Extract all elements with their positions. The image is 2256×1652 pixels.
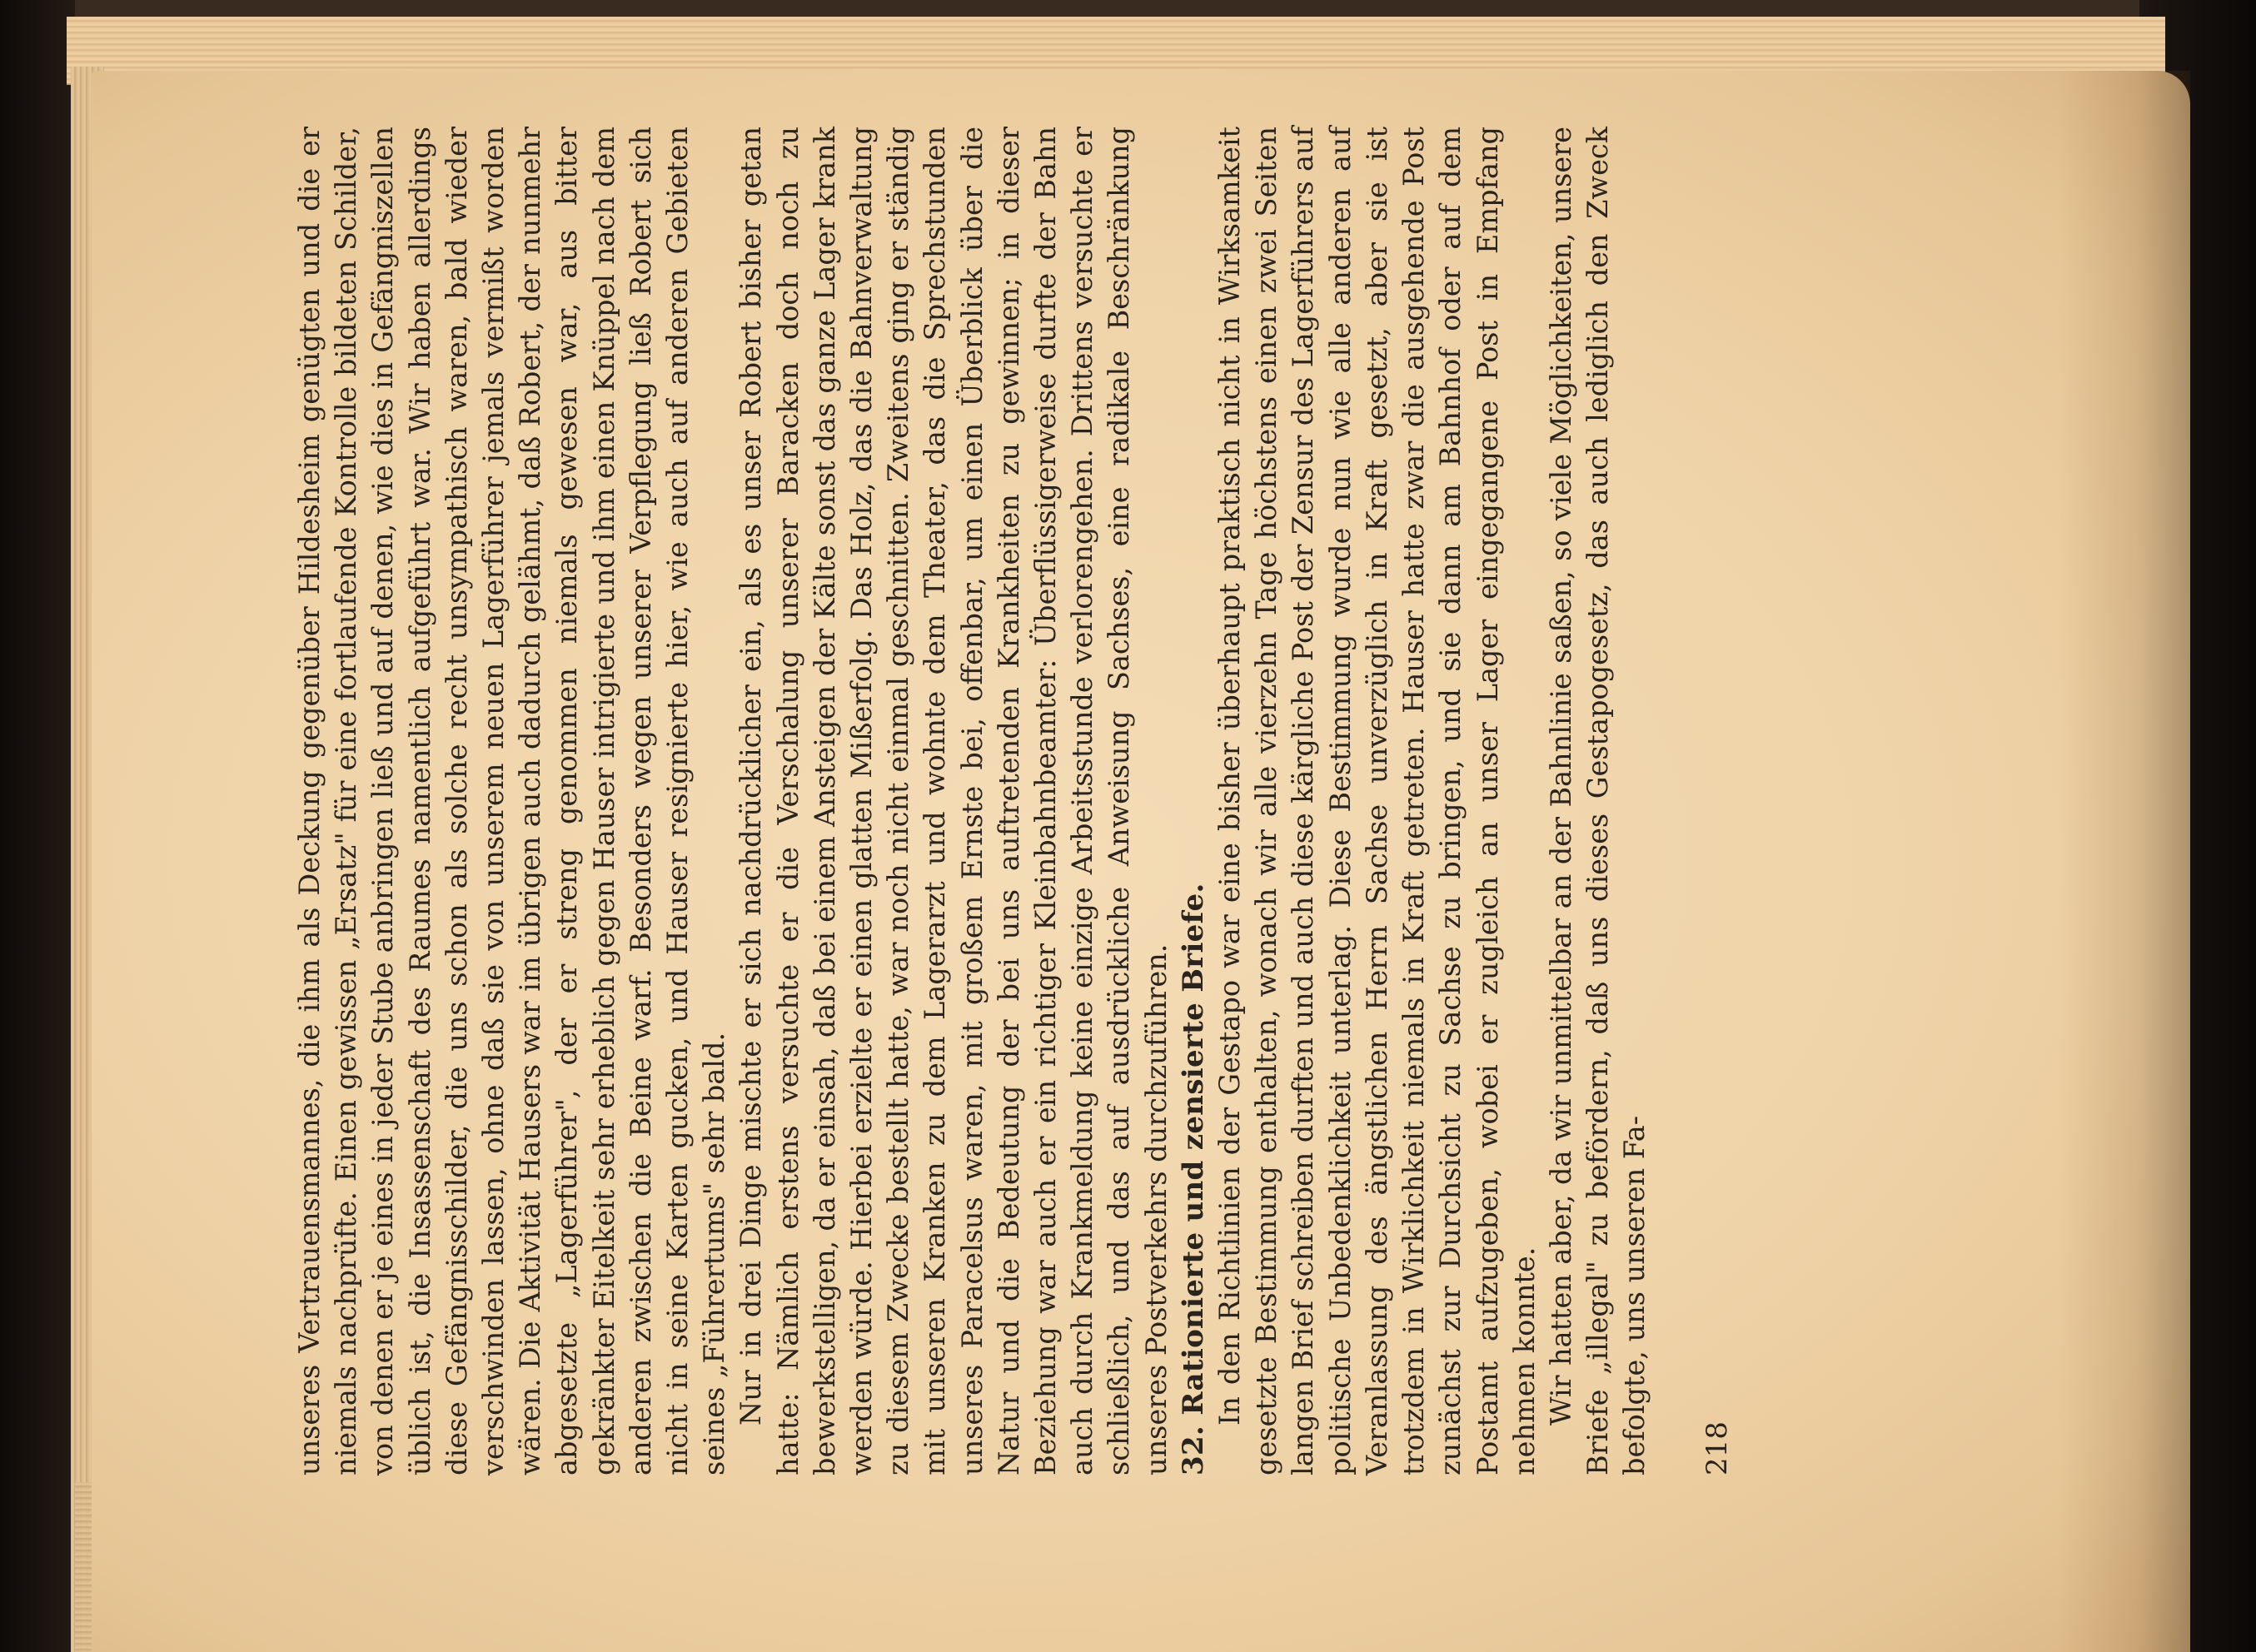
paragraph-3: In den Richtlinien der Gestapo war eine bisher überhaupt praktisch nicht in Wirksamkeit gesetzte Bestimmung enthalten, wonach wir alle vierzehn Tage höchstens einen zwei Seiten langen Brief schreiben durften und auch diese kärgliche Post der Zensur des Lagerführers auf politische Unbedenklichkeit unterlag. Diese Bestimmung wurde nun wie alle anderen auf Veranlassung des ängstlichen Herrn Sachse unverzüglich in Kraft gesetzt, aber sie ist trotzdem in Wirklichkeit niemals in Kraft getreten. Hauser hatte zwar die ausgehende Post zunächst zur Durchsicht zu Sachse zu bringen, und sie dann am Bahnhof oder auf dem Postamt aufzugeben, wobei er zugleich an unser Lager eingegangene Post in Empfang nehmen konnte.: [1213, 127, 1541, 1475]
paragraph-2: Nur in drei Dinge mischte er sich nachdrücklicher ein, als es unser Robert bisher getan hatte: Nämlich erstens versuchte er die Verschalung unserer Baracken doch noch zu bewerkstelligen, da er einsah, daß bei einem Ansteigen der Kälte sonst das ganze Lager krank werden würde. Hierbei erzielte er einen glatten Mißerfolg. Das Holz, das die Bahnverwaltung zu diesem Zwecke bestellt hatte, war noch nicht einmal geschnitten. Zweitens ging er ständig mit unseren Kranken zu dem Lagerarzt und wohnte dem Theater, das die Sprechstunden unseres Paracelsus waren, mit großem Ernste bei, offenbar, um einen Überblick über die Natur und die Bedeutung der bei uns auftretenden Krankheiten zu gewinnen; in dieser Beziehung war auch er ein richtiger Kleinbahnbeamter: Überflüssigerweise durfte der Bahn auch durch Krankmeldung keine einzige Arbeitsstunde verlorengehen. Drittens versuchte er schließlich, und das auf ausdrückliche Anweisung Sachses, eine radikale Beschränkung unseres Postverkehrs durchzuführen.: [735, 127, 1173, 1475]
page-text-rotated: [242, 102, 2040, 1550]
paragraph-1: unseres Vertrauensmannes, die ihm als Deckung gegenüber Hildesheim genügten und die er niemals nachprüfte. Einen gewissen „Ersatz" für eine fortlaufende Kontrolle bildeten Schilder, von denen er je eines in jeder Stube anbringen ließ und auf denen, wie dies in Gefängniszellen üblich ist, die Insassenschaft des Raumes namentlich aufgeführt war. Wir haben allerdings diese Gefängnisschilder, die uns schon als solche recht unsympathisch waren, bald wieder verschwinden lassen, ohne daß sie von unserem neuen Lagerführer jemals vermißt worden wären. Die Aktivität Hausers war im übrigen auch dadurch gelähmt, daß Robert, der nunmehr abgesetzte „Lagerführer", der er streng genommen niemals gewesen war, aus bitter gekränkter Eitelkeit sehr erheblich gegen Hauser intrigierte und ihm einen Knüppel nach dem anderen zwischen die Beine warf. Besonders wegen unserer Verpflegung ließ Robert sich nicht in seine Karten gucken, und Hauser resignierte hier, wie auch auf anderen Gebieten seines „Führertums" sehr bald.: [293, 127, 731, 1475]
text-column: [291, 127, 1736, 1475]
paragraph-4: Wir hatten aber, da wir unmittelbar an der Bahnlinie saßen, so viele Möglichkeiten, unsere Briefe „illegal" zu befördern, daß uns dieses Gestapogesetz, das auch lediglich den Zweck befolgte, uns unseren Fa-: [1544, 127, 1651, 1475]
page-number: 218: [1700, 1421, 1734, 1475]
background-left: [0, 0, 75, 1652]
spine-shadow: [2057, 71, 2190, 1652]
section-heading: 32. Rationierte und zensierte Briefe.: [1176, 883, 1210, 1475]
